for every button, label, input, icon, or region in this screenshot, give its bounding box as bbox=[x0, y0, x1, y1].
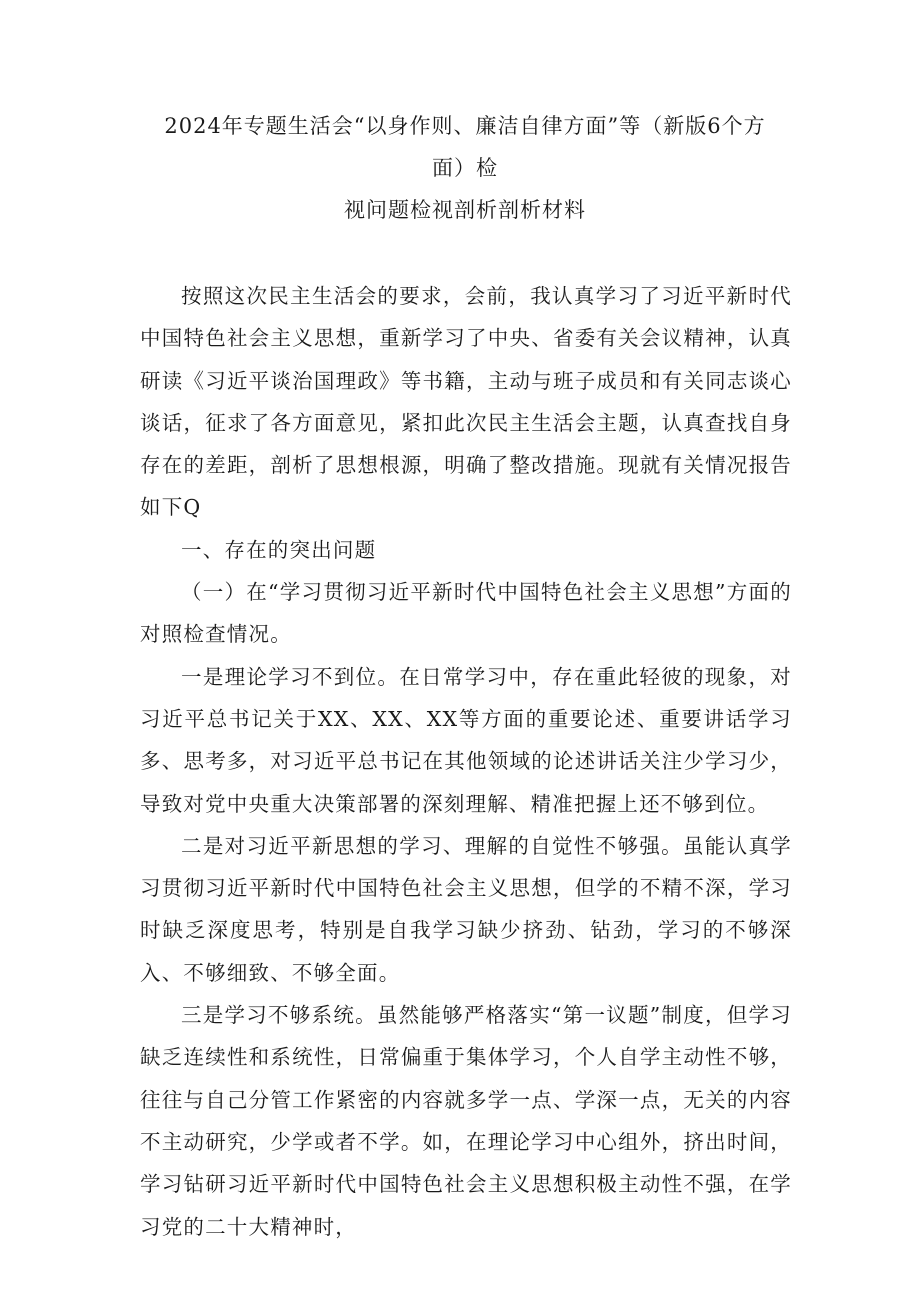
point-three-paragraph: 三是学习不够系统。虽然能够严格落实“第一议题”制度，但学习缺乏连续性和系统性，日常偏重于集体学习，个人自学主动性不够，往往与自己分管工作紧密的内容就多学一点、学深一点，无关的内容不主动研究，少学或者不学。如，在理论学习中心组外，挤出时间，学习钻研习近平新时代中国特色社会主义思想积极主动性不强，在学习党的二十大精神时， bbox=[140, 1003, 792, 1239]
title-line-2: 面）检 bbox=[432, 156, 498, 180]
point-one-paragraph: 一是理论学习不到位。在日常学习中，存在重此轻彼的现象，对习近平总书记关于XX、XX、XX等方面的重要论述、重要讲话学习多、思考多，对习近平总书记在其他领域的论述讲话关注少学习少，导致对党中央重大决策部署的深刻理解、精准把握上还不够到位。 bbox=[140, 664, 792, 816]
intro-paragraph: 按照这次民主生活会的要求，会前，我认真学习了习近平新时代中国特色社会主义思想，重新学习了中央、省委有关会议精神，认真研读《习近平谈治国理政》等书籍，主动与班子成员和有关同志谈心谈话，征求了各方面意见，紧扣此次民主生活会主题，认真查找自身存在的差距，剖析了思想根源，明确了整改措施。现就有关情况报告如下Q bbox=[140, 284, 792, 520]
document-body bbox=[140, 275, 792, 1248]
document-title bbox=[140, 105, 790, 231]
title-line-3: 视问题检视剖析剖析材料 bbox=[344, 198, 586, 222]
title-line-1: 2024年专题生活会“以身作则、廉洁自律方面”等（新版6个方 bbox=[164, 114, 766, 138]
point-two-paragraph: 二是对习近平新思想的学习、理解的自觉性不够强。虽能认真学习贯彻习近平新时代中国特色社会主义思想，但学的不精不深，学习时缺乏深度思考，特别是自我学习缺少挤劲、钻劲，学习的不够深入、不够细致、不够全面。 bbox=[140, 833, 792, 985]
subsection-heading: （一）在“学习贯彻习近平新时代中国特色社会主义思想”方面的对照检查情况。 bbox=[140, 580, 792, 647]
section-heading: 一、存在的突出问题 bbox=[181, 537, 377, 562]
